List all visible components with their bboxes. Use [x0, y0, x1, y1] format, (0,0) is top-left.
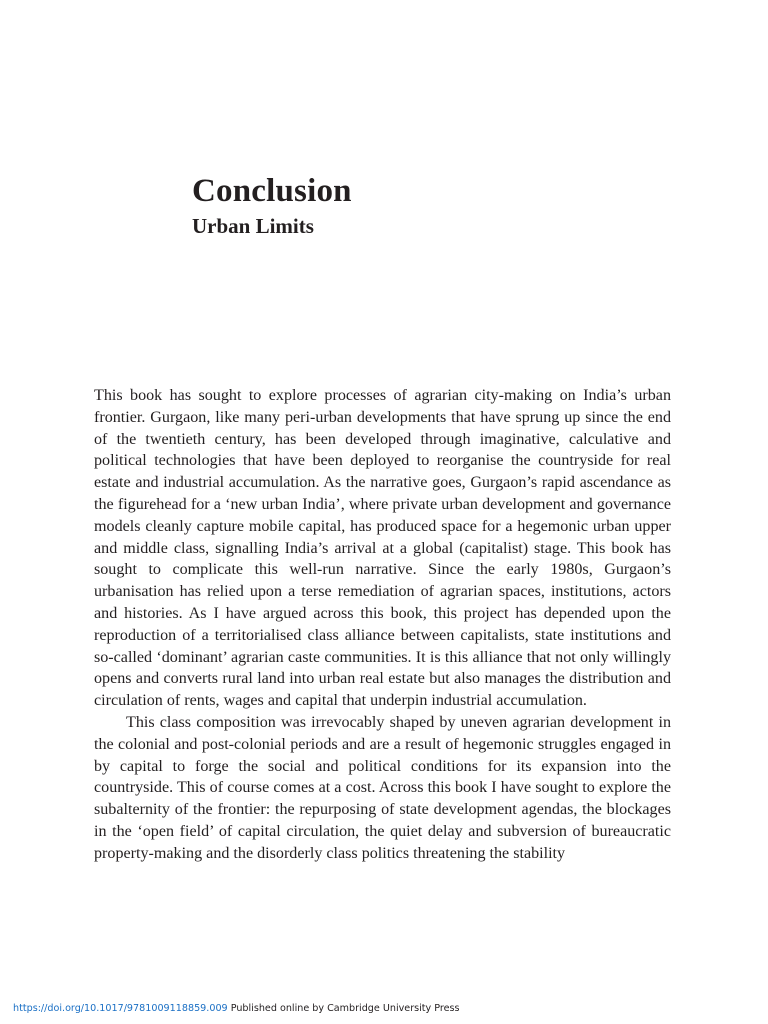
published-note: Published online by Cambridge University Press — [230, 1003, 460, 1014]
paragraph-1: This book has sought to explore processes of agrarian city-making on India’s urban frontier. Gurgaon, like many peri-urban developments that have sprung up since the end of the twentieth century, has been developed through imaginative, calculative and political technologies that have been deployed to reorganise the countryside for real estate and industrial accumulation. As the narrative goes, Gurgaon’s rapid ascendance as the figurehead for a ‘new urban India’, where private urban development and governance models cleanly capture mobile capital, has produced space for a hegemonic urban upper and middle class, signalling India’s arrival at a global (capitalist) stage. This book has sought to complicate this well-run narrative. Since the early 1980s, Gurgaon’s urbanisation has relied upon a terse remediation of agrarian spaces, institutions, actors and histories. As I have argued across this book, this project has depended upon the reproduction of a territorialised class alliance between capitalists, state institutions and so-called ‘dominant’ agrarian caste communities. It is this alliance that not only willingly opens and converts rural land into urban real estate but also manages the distribution and circulation of rents, wages and capital that underpin industrial accumulation. — [94, 387, 671, 710]
page-footer — [13, 1003, 460, 1015]
chapter-subtitle: Urban Limits — [192, 214, 314, 238]
body-text — [94, 385, 671, 865]
paragraph-2: This class composition was irrevocably shaped by uneven agrarian development in the colonial and post-colonial periods and are a result of hegemonic struggles engaged in by capital to forge the social and political conditions for its expansion into the countryside. This of course comes at a cost. Across this book I have sought to explore the subalternity of the frontier: the repurposing of state development agendas, the blockages in the ‘open field’ of capital circulation, the quiet delay and subversion of bureaucratic property-making and the disorderly class politics threatening the stability — [94, 713, 671, 862]
chapter-title: Conclusion — [192, 173, 352, 209]
chapter-heading — [192, 170, 672, 240]
doi-link[interactable]: https://doi.org/10.1017/9781009118859.009 — [13, 1003, 228, 1014]
